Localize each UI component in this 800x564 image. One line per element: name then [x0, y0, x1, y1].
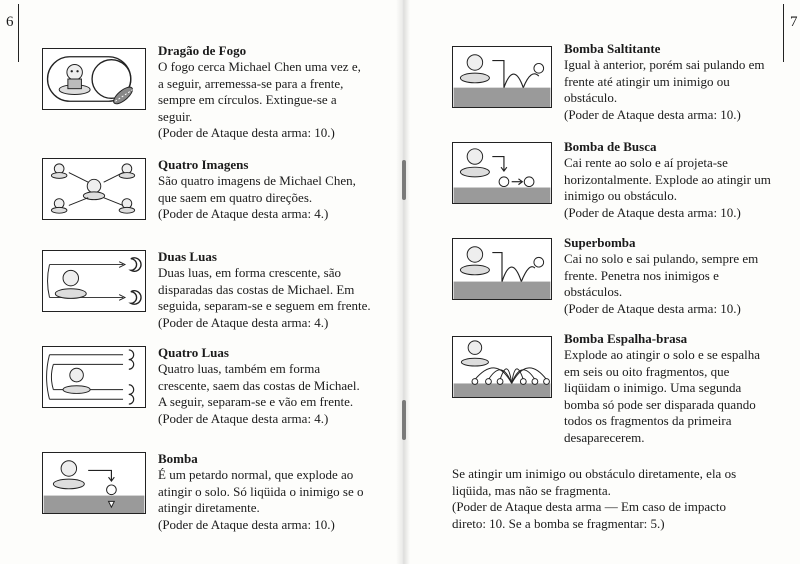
weapon-text-line: A seguir, separam-se e vão em frente. [158, 394, 354, 409]
weapon-power: (Poder de Ataque desta arma: 10.) [158, 125, 335, 140]
figure-superbomba [452, 238, 552, 300]
weapon-text-line: sempre em círculos. Extingue-se a [158, 92, 337, 107]
weapon-entry-bomba-de-busca [564, 138, 796, 221]
weapon-power: (Poder de Ataque desta arma: 10.) [564, 300, 741, 316]
weapon-text-line: Explode ao atingir o solo e se espalha [564, 347, 761, 362]
weapon-title: Quatro Imagens [158, 157, 249, 172]
figure-bomba-de-busca [452, 142, 552, 204]
monk-on-cloud-icon [55, 270, 86, 298]
weapon-text-line: em seis ou oito fragmentos, que [564, 363, 730, 379]
weapon-text-line: bomba só pode ser disparada quando [564, 396, 756, 412]
weapon-text-line: É um petardo normal, que explode ao [158, 467, 354, 482]
weapon-title: Bomba [158, 451, 198, 466]
weapon-title: Duas Luas [158, 249, 217, 264]
weapon-entry-duas-luas [158, 248, 398, 331]
weapon-text-line: Igual à anterior, porém sai pulando em [564, 57, 765, 72]
footer-line: Se atingir um inimigo ou obstáculo diretamente, ela os [452, 466, 737, 481]
weapon-text-line: O fogo cerca Michael Chen uma vez e, [158, 59, 361, 74]
monk-on-cloud-icon [460, 55, 489, 83]
footer-note [452, 466, 796, 532]
bomb-icon [534, 63, 544, 73]
weapon-text-line: Duas luas, em forma crescente, são [158, 265, 342, 280]
weapon-text-line: seguir. [158, 108, 193, 124]
figure-quatro-luas [42, 346, 146, 408]
weapon-entry-quatro-luas [158, 344, 398, 427]
weapon-entry-bomba-espalha-brasa [564, 330, 796, 446]
weapon-title: Quatro Luas [158, 345, 229, 360]
arrow-icon [492, 253, 535, 282]
monk-on-cloud-icon [63, 368, 90, 393]
crescent-moon-icon [131, 258, 141, 304]
weapon-text-line: seguida, separam-se e seguem em frente. [158, 298, 371, 313]
weapon-entry-bomba [158, 450, 398, 533]
weapon-text-line: crescente, saem das costas de Michael. [158, 377, 360, 393]
weapon-entry-superbomba [564, 234, 796, 317]
weapon-text-line: frente até atingir um inimigo ou [564, 73, 730, 89]
arrow-icon [492, 61, 538, 88]
footer-line: liqüida, mas não se fragmenta. [452, 482, 611, 498]
weapon-power: (Poder de Ataque desta arma: 10.) [158, 516, 335, 532]
monk-on-cloud-icon [461, 341, 488, 366]
weapon-text-line: São quatro imagens de Michael Chen, [158, 173, 356, 188]
weapon-entry-bomba-saltitante [564, 40, 796, 123]
page-number-left: 6 [6, 14, 14, 30]
weapon-title: Bomba de Busca [564, 139, 657, 154]
weapon-title: Superbomba [564, 235, 636, 250]
weapon-text-line: desaparecerem. [564, 429, 645, 445]
weapon-text-line: Cai rente ao solo e aí projeta-se [564, 155, 728, 170]
monk-on-cloud-icon [460, 149, 489, 177]
weapon-title: Bomba Saltitante [564, 41, 661, 56]
weapon-entry-quatro-imagens [158, 156, 398, 223]
weapon-text-line: atingir o solo. Só liqüida o inimigo se o [158, 483, 364, 499]
weapon-title: Bomba Espalha-brasa [564, 331, 688, 346]
figure-bomba-saltitante [452, 46, 552, 108]
fire-ring-icon [48, 57, 135, 107]
bomb-icon [534, 257, 544, 267]
weapon-text-line: a seguir, arremessa-se para a frente, [158, 75, 344, 91]
figure-quatro-imagens [42, 158, 146, 220]
weapon-power: (Poder de Ataque desta arma: 4.) [158, 314, 329, 330]
weapon-power: (Poder de Ataque desta arma: 4.) [158, 410, 329, 426]
figure-dragao-de-fogo [42, 48, 146, 110]
weapon-power: (Poder de Ataque desta arma: 10.) [564, 204, 741, 220]
weapon-text-line: que saem em quatro direções. [158, 189, 313, 205]
arrow-icon [88, 470, 114, 481]
weapon-text-line: horizontalmente. Explode ao atingir um [564, 171, 771, 187]
weapon-text-line: atingir diretamente. [158, 500, 260, 515]
weapon-text-line: disparadas das costas de Michael. Em [158, 281, 355, 297]
monk-on-cloud-icon [59, 64, 90, 94]
weapon-text-line: obstáculos. [564, 284, 623, 299]
weapon-text-line: frente. Penetra nos inimigos e [564, 267, 719, 283]
weapon-title: Dragão de Fogo [158, 43, 247, 58]
weapon-text-line: todos os fragmentos da primeira [564, 413, 732, 428]
weapon-text-line: obstáculo. [564, 90, 618, 105]
weapon-text-line: liqüidam o inimigo. Uma segunda [564, 380, 742, 395]
monk-on-cloud-icon [53, 461, 84, 489]
page-rule-left [18, 4, 19, 62]
monk-on-cloud-icon [51, 164, 134, 213]
right-page [400, 0, 800, 564]
weapon-text-line: Cai no solo e sai pulando, sempre em [564, 251, 759, 266]
weapon-power: (Poder de Ataque desta arma: 10.) [564, 106, 741, 122]
weapon-entry-dragao-de-fogo [158, 42, 398, 142]
figure-duas-luas [42, 250, 146, 312]
weapon-power: (Poder de Ataque desta arma: 4.) [158, 206, 329, 221]
weapon-text-line: Quatro luas, também em forma [158, 361, 321, 376]
weapon-text-line: inimigo ou obstáculo. [564, 188, 678, 203]
figure-bomba [42, 452, 146, 514]
footer-line: (Poder de Ataque desta arma — Em caso de impacto [452, 499, 726, 514]
monk-on-cloud-icon [460, 247, 489, 275]
page-number-right: 7 [790, 14, 798, 30]
crescent-moon-icon [129, 350, 134, 404]
figure-bomba-espalha-brasa [452, 336, 552, 398]
footer-line: direto: 10. Se a bomba se fragmentar: 5.) [452, 515, 665, 531]
